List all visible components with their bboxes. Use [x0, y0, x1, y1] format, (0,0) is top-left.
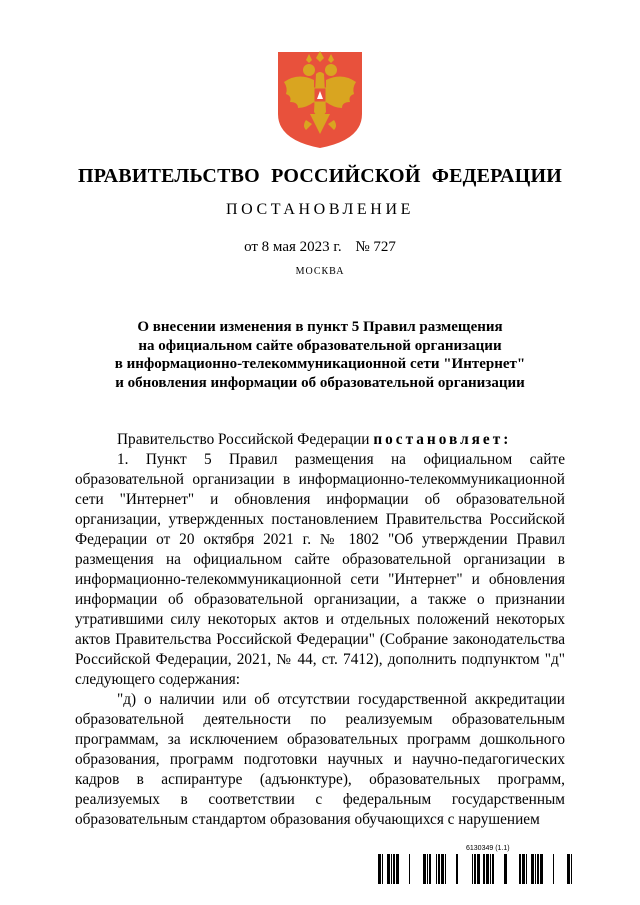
intro-text: Правительство Российской Федерации: [117, 431, 374, 448]
date-number-line: [0, 239, 640, 256]
document-date: от 8 мая 2023 г.: [244, 239, 342, 255]
footer-code: 6130349 (1.1): [466, 845, 510, 852]
paragraph-1: 1. Пункт 5 Правил размещения на официальном сайте образовательной организации в информационно-телекоммуникационной сети "Интернет" и обновления информации об образовательной организации, утвержденных постановлением Правительства Российской Федерации от 20 октября 2021 г. № 1802 "Об утверждении Правил размещения на официальном сайте образовательной организации в информационно-телекоммуникационной сети "Интернет" и обновления информации об образовательной организации, а также о признании утратившими силу некоторых актов и отдельных положений некоторых актов Правительства Российской Федерации" (Собрание законодательства Российской Федерации, 2021, № 44, ст. 7412), дополнить подпунктом "д" следующего содержания:: [75, 451, 565, 688]
coat-of-arms-icon: [276, 50, 364, 150]
document-body: [75, 430, 565, 830]
document-subject: [60, 318, 580, 392]
subject-line: в информационно-телекоммуникационной сети "Интернет": [114, 356, 526, 372]
intro-emphasis: постановляет:: [373, 431, 512, 448]
paragraph-2: "д) о наличии или об отсутствии государственной аккредитации образовательной деятельности по реализуемым образовательным программам, за исключением образовательных программ дошкольного образования, программ подготовки научных и научно-педагогических кадров в аспирантуре (адъюнктуре), образовательных программ, реализуемых в соответствии с федеральным государственным образовательным стандартом образования обучающихся с нарушением: [75, 691, 565, 828]
government-title: ПРАВИТЕЛЬСТВО РОССИЙСКОЙ ФЕДЕРАЦИИ: [78, 165, 562, 187]
document-type: ПОСТАНОВЛЕНИЕ: [226, 201, 414, 218]
number-sign: №: [355, 239, 370, 255]
subject-line: на официальном сайте образовательной организации: [138, 337, 502, 354]
document-number: 727: [373, 239, 396, 255]
subject-line: О внесении изменения в пункт 5 Правил размещения: [137, 319, 503, 335]
subject-line: и обновления информации об образовательной организации: [115, 374, 525, 391]
city: МОСКВА: [295, 266, 345, 277]
barcode-icon: [378, 854, 573, 884]
intro-paragraph: [75, 430, 565, 450]
